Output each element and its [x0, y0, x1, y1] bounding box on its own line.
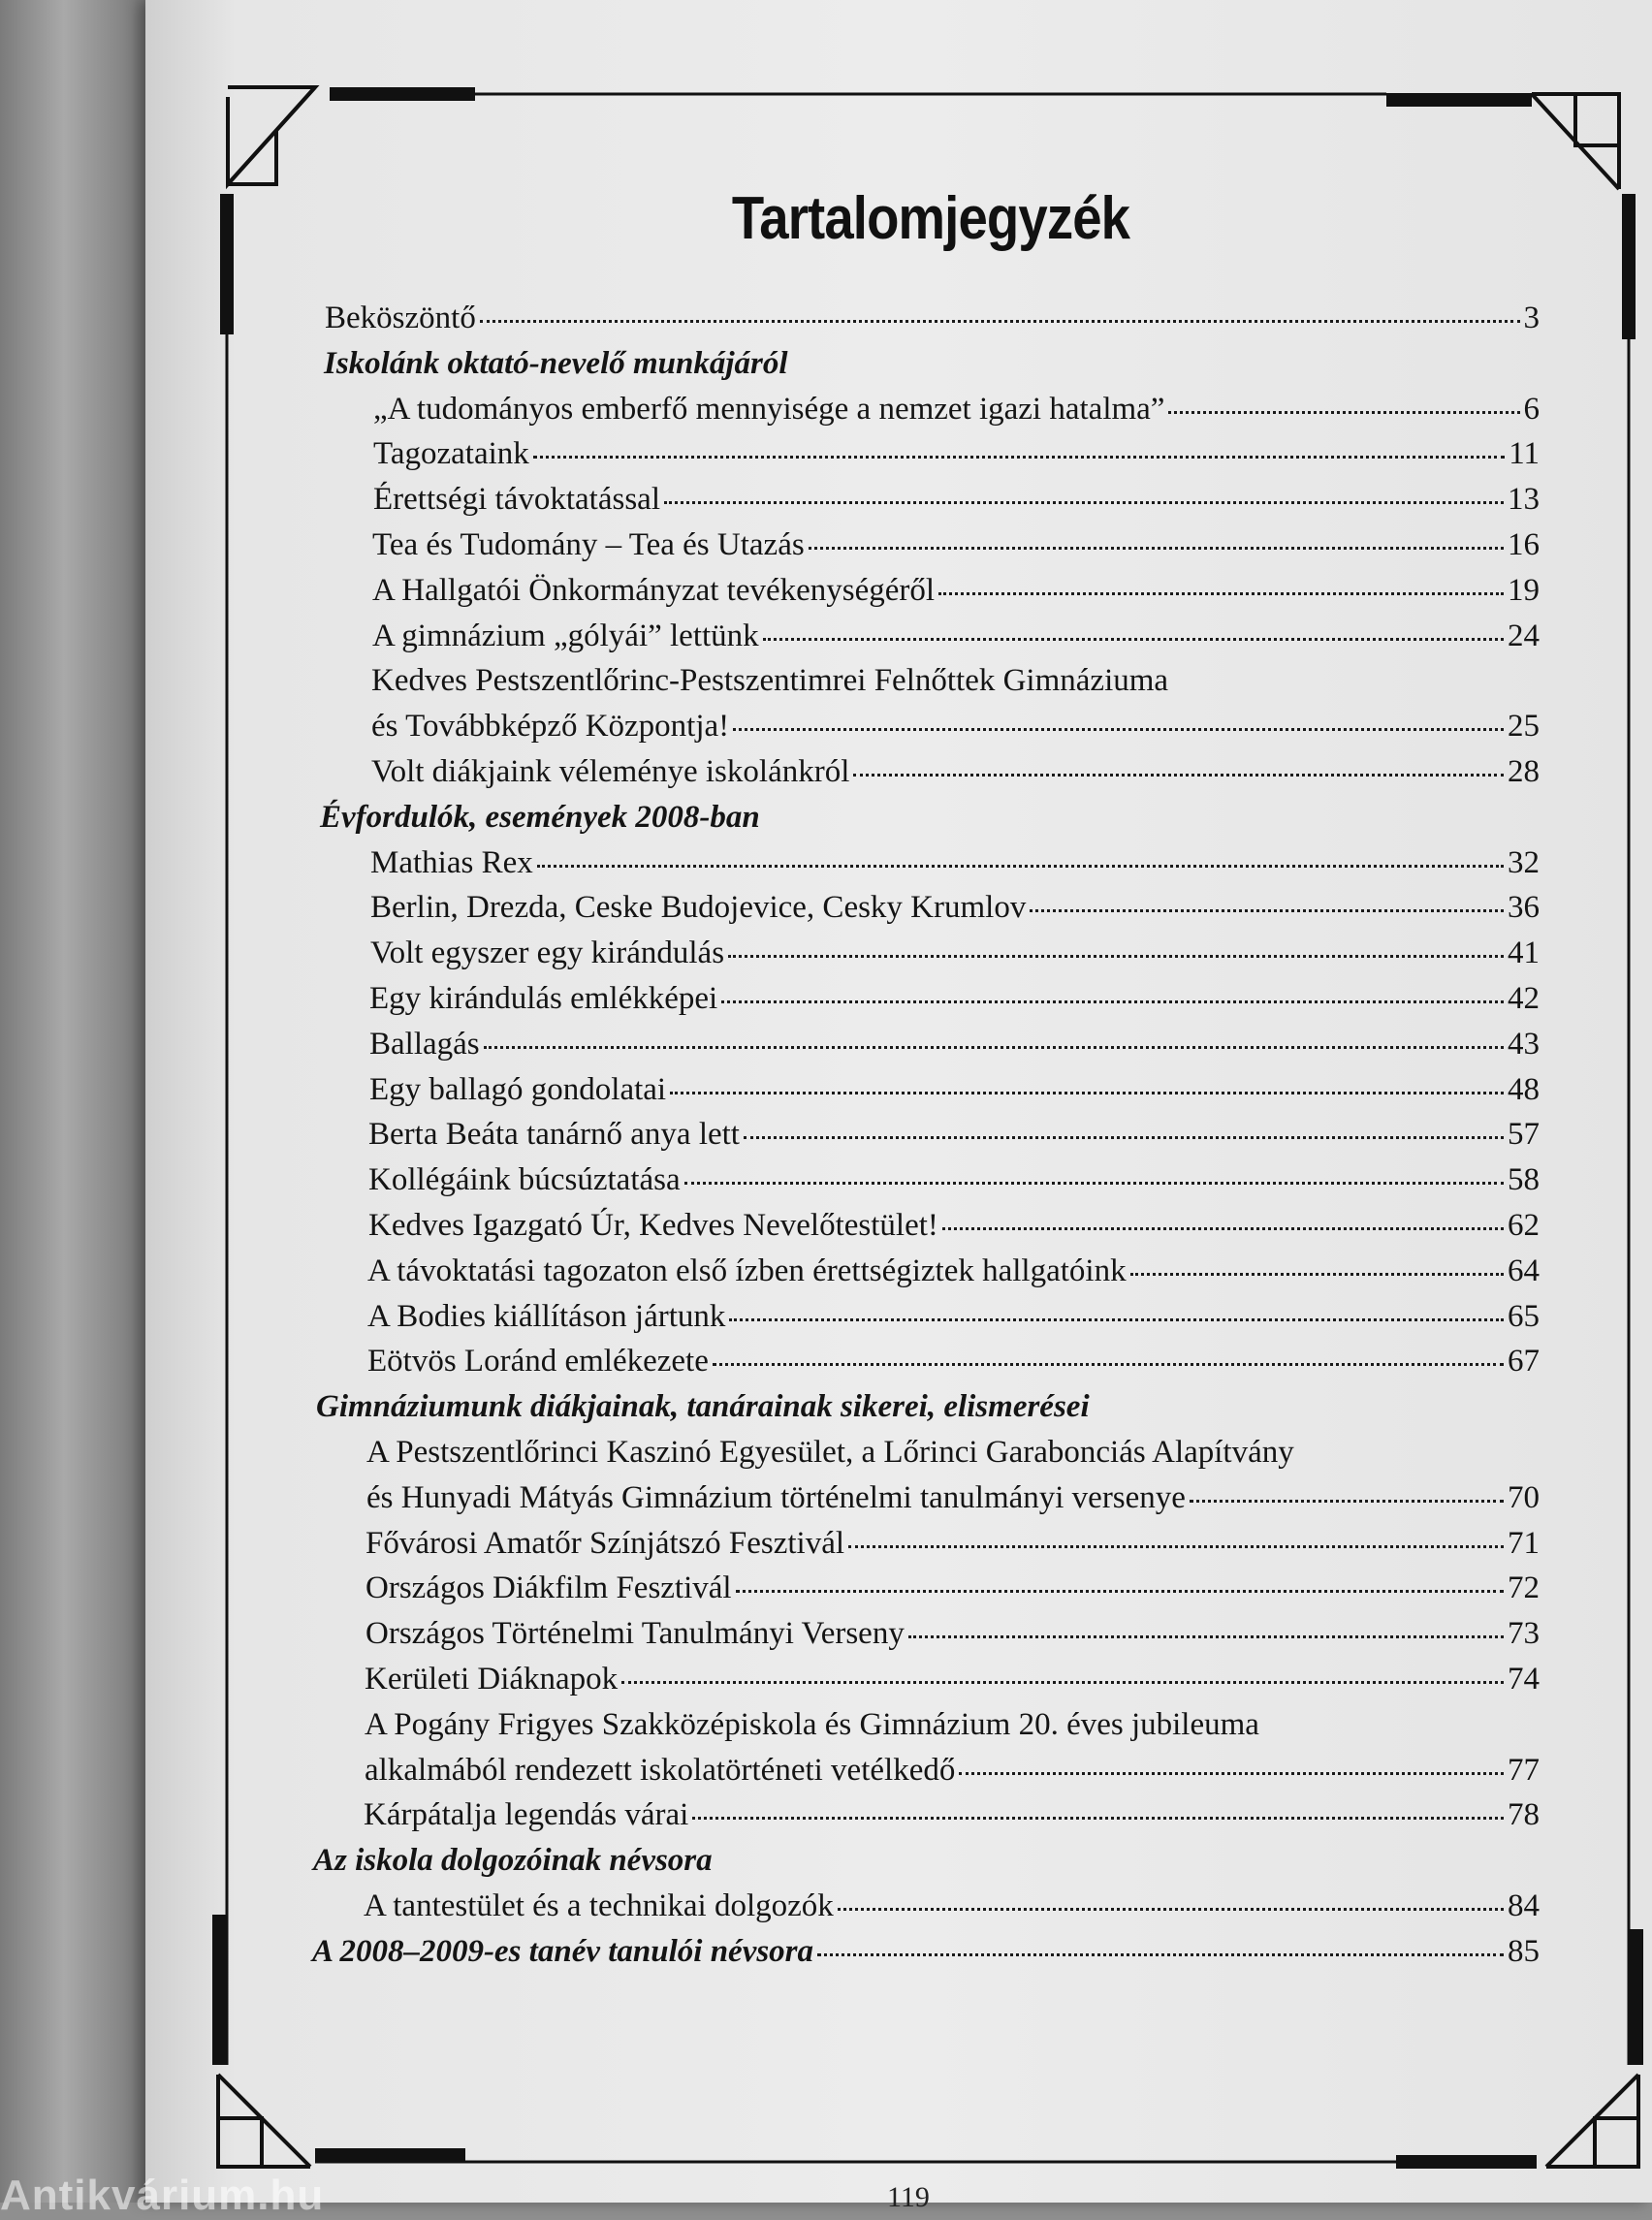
dot-leader [621, 1681, 1504, 1684]
dot-leader [959, 1772, 1504, 1775]
toc-entry-title: „A tudományos emberfő mennyisége a nemzet igazi hatalma” [373, 392, 1165, 427]
toc-page-number: 71 [1508, 1526, 1540, 1561]
toc-entry-title: Berlin, Drezda, Ceske Budojevice, Cesky Krumlov [370, 890, 1027, 925]
dot-leader [942, 1227, 1504, 1230]
toc-entry[interactable] [373, 390, 1540, 428]
dot-leader [729, 1318, 1504, 1321]
dot-leader [692, 1817, 1504, 1820]
dot-leader [684, 1182, 1504, 1185]
toc-entry-title: Kerületi Diáknapok [365, 1662, 619, 1697]
toc-page-number: 13 [1508, 482, 1540, 517]
toc-entry-title: Berta Beáta tanárnő anya lett [368, 1117, 740, 1152]
dot-leader [480, 320, 1520, 323]
toc-entry-line: A Pogány Frigyes Szakközépiskola és Gimnázium 20. éves jubileuma [365, 1707, 1259, 1742]
toc-page-number: 24 [1508, 618, 1540, 653]
dot-leader [533, 456, 1505, 459]
toc-entry-title: alkalmából rendezett iskolatörténeti vetélkedő [365, 1753, 956, 1788]
dot-leader [938, 592, 1504, 595]
toc-entry-title: Tagozataink [373, 436, 529, 471]
toc-entry[interactable] [366, 1478, 1540, 1517]
toc-entry[interactable] [367, 1342, 1540, 1380]
dot-leader [670, 1092, 1504, 1094]
toc-page-number: 43 [1508, 1027, 1540, 1062]
toc-page-number: 62 [1508, 1208, 1540, 1243]
toc-entry-title: Országos Történelmi Tanulmányi Verseny [365, 1616, 905, 1651]
toc-entry[interactable] [372, 525, 1540, 564]
dot-leader [908, 1635, 1504, 1638]
toc-entry-title: A tantestület és a technikai dolgozók [364, 1888, 834, 1923]
toc-entry-title: Volt diákjaink véleménye iskolánkról [371, 754, 850, 789]
toc-entry[interactable] [312, 1932, 1540, 1971]
dot-leader [817, 1953, 1504, 1956]
dot-leader [1030, 909, 1504, 912]
toc-page-number: 6 [1523, 392, 1540, 427]
toc-page-number: 42 [1508, 981, 1540, 1016]
dot-leader [733, 728, 1504, 731]
toc-page-number: 58 [1508, 1162, 1540, 1197]
toc-page-number: 65 [1508, 1299, 1540, 1334]
footer-page-number: 119 [887, 2181, 930, 2213]
toc-section-heading: Iskolánk oktató-nevelő munkájáról [324, 346, 788, 381]
toc-entry[interactable] [369, 979, 1540, 1018]
toc-entry-title: Beköszöntő [325, 301, 476, 335]
toc-entry[interactable] [365, 1569, 1540, 1607]
toc-entry-title: Eötvös Loránd emlékezete [367, 1344, 709, 1379]
toc-page-number: 67 [1508, 1344, 1540, 1379]
page-title: Tartalomjegyzék [731, 185, 1130, 252]
toc-entry[interactable] [364, 1795, 1540, 1834]
toc-page-number: 48 [1508, 1072, 1540, 1107]
toc-entry[interactable] [365, 1614, 1540, 1653]
dot-leader [809, 547, 1504, 550]
toc-page-number: 3 [1523, 301, 1540, 335]
toc-entry-line: Kedves Pestszentlőrinc-Pestszentimrei Felnőttek Gimnáziuma [371, 663, 1169, 698]
toc-entry[interactable] [373, 434, 1540, 473]
toc-page-number: 78 [1508, 1797, 1540, 1832]
toc-page-number: 85 [1508, 1934, 1540, 1969]
toc-page-number: 28 [1508, 754, 1540, 789]
toc-entry[interactable] [367, 1252, 1540, 1290]
dot-leader [1130, 1273, 1504, 1276]
dot-leader [763, 638, 1504, 641]
toc-entry-title: Kollégáink búcsúztatása [368, 1162, 681, 1197]
dot-leader [713, 1363, 1504, 1366]
toc-section-heading: Gimnáziumunk diákjainak, tanárainak sikerei, elismerései [316, 1389, 1090, 1424]
toc-entry[interactable] [373, 480, 1540, 519]
toc-entry-title: Kedves Igazgató Úr, Kedves Nevelőtestület! [368, 1208, 938, 1243]
dot-leader [1190, 1500, 1504, 1503]
toc-entry-title: A 2008–2009-es tanév tanulói névsora [312, 1934, 814, 1969]
toc-entry[interactable] [372, 571, 1540, 610]
toc-entry-title: és Továbbképző Központja! [371, 709, 730, 744]
toc-page-number: 11 [1509, 436, 1540, 471]
dot-leader [736, 1590, 1504, 1593]
toc-entry[interactable] [372, 617, 1540, 655]
toc-entry[interactable] [367, 1297, 1540, 1336]
toc-entry[interactable] [365, 1524, 1540, 1563]
dot-leader [744, 1136, 1504, 1139]
toc-page-number: 19 [1508, 573, 1540, 608]
toc-entry-title: Egy kirándulás emlékképei [369, 981, 718, 1016]
toc-entry-title: Mathias Rex [370, 845, 533, 880]
toc-entry-title: A Hallgatói Önkormányzat tevékenységéről [372, 573, 936, 608]
toc-page-number: 41 [1508, 936, 1540, 970]
toc-page-number: 74 [1508, 1662, 1540, 1697]
dot-leader [664, 501, 1504, 504]
toc-page-number: 57 [1508, 1117, 1540, 1152]
toc-entry[interactable] [368, 1160, 1540, 1199]
dot-leader [484, 1046, 1504, 1049]
toc-page-number: 36 [1508, 890, 1540, 925]
toc-entry-title: Fővárosi Amatőr Színjátszó Fesztivál [365, 1526, 845, 1561]
toc-entry[interactable] [370, 888, 1540, 927]
toc-page-number: 77 [1508, 1753, 1540, 1788]
toc-entry[interactable] [369, 1025, 1540, 1063]
dot-leader [853, 774, 1504, 777]
dot-leader [728, 955, 1504, 958]
toc-entry[interactable] [368, 1206, 1540, 1245]
toc-entry-title: Egy ballagó gondolatai [369, 1072, 667, 1107]
toc-entry-line: A Pestszentlőrinci Kaszinó Egyesület, a Lőrinci Garabonciás Alapítvány [366, 1435, 1294, 1470]
toc-entry[interactable] [371, 707, 1540, 745]
toc-page-number: 25 [1508, 709, 1540, 744]
toc-section-heading: Az iskola dolgozóinak névsora [313, 1843, 713, 1878]
toc-page-number: 70 [1508, 1480, 1540, 1515]
toc-entry[interactable] [368, 1115, 1540, 1154]
toc-entry[interactable] [365, 1660, 1540, 1698]
toc-page-number: 64 [1508, 1253, 1540, 1288]
toc-entry[interactable] [369, 1070, 1540, 1109]
dot-leader [721, 1000, 1504, 1003]
dot-leader [537, 865, 1504, 868]
toc-page-number: 84 [1508, 1888, 1540, 1923]
toc-page-number: 16 [1508, 527, 1540, 562]
toc-entry[interactable] [370, 843, 1540, 882]
toc-page-number: 32 [1508, 845, 1540, 880]
toc-entry-title: Volt egyszer egy kirándulás [370, 936, 725, 970]
toc-entry[interactable] [370, 934, 1540, 972]
toc-entry-title: A távoktatási tagozaton első ízben érettségiztek hallgatóink [367, 1253, 1127, 1288]
toc-entry-title: és Hunyadi Mátyás Gimnázium történelmi tanulmányi versenye [366, 1480, 1186, 1515]
toc-entry[interactable] [371, 752, 1540, 791]
toc-entry[interactable] [364, 1887, 1540, 1925]
dot-leader [838, 1908, 1504, 1911]
toc-entry-title: Tea és Tudomány – Tea és Utazás [372, 527, 805, 562]
dot-leader [1168, 411, 1519, 414]
toc-entry-title: A Bodies kiállításon jártunk [367, 1299, 726, 1334]
toc-entry-title: A gimnázium „gólyái” lettünk [372, 618, 759, 653]
toc-section-heading: Évfordulók, események 2008-ban [320, 800, 760, 835]
toc-entry-title: Érettségi távoktatással [373, 482, 660, 517]
toc-page-number: 73 [1508, 1616, 1540, 1651]
toc-entry-title: Ballagás [369, 1027, 480, 1062]
toc-entry-title: Országos Diákfilm Fesztivál [365, 1570, 732, 1605]
toc-page-number: 72 [1508, 1570, 1540, 1605]
toc-entry-title: Kárpátalja legendás várai [364, 1797, 689, 1832]
watermark: Antikvárium.hu [0, 2172, 325, 2219]
toc-entry[interactable] [325, 299, 1540, 337]
dot-leader [848, 1545, 1504, 1548]
toc-entry[interactable] [365, 1751, 1540, 1790]
